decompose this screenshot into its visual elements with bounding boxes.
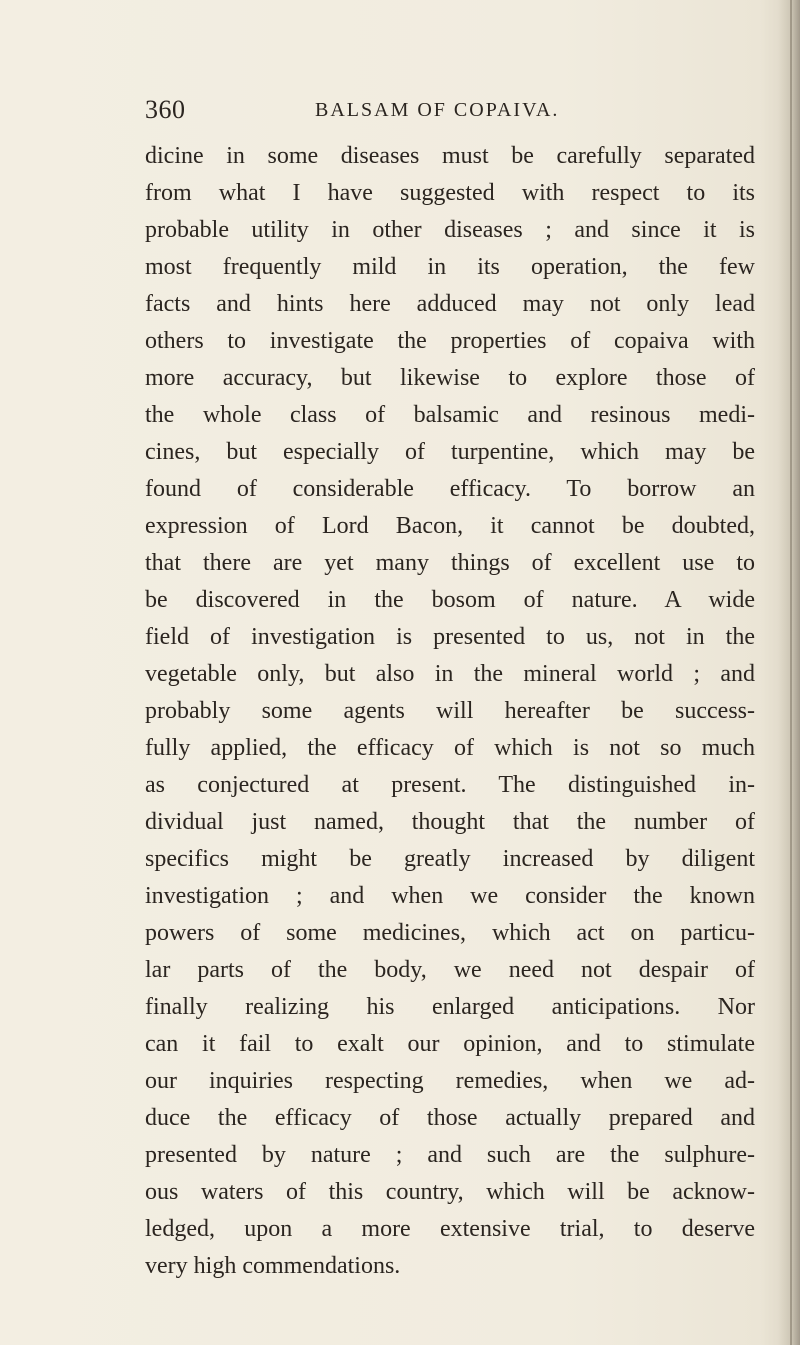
text-line: duce the efficacy of those actually prepared and bbox=[145, 1105, 755, 1131]
page-edge-shadow bbox=[778, 0, 800, 1345]
text-line: ledged, upon a more extensive trial, to deserve bbox=[145, 1216, 755, 1242]
text-line: investigation ; and when we consider the known bbox=[145, 883, 755, 909]
text-line: facts and hints here adduced may not only lead bbox=[145, 291, 755, 317]
text-line: very high commendations. bbox=[145, 1253, 401, 1279]
text-line: dicine in some diseases must be carefully separated bbox=[145, 143, 755, 169]
text-line: others to investigate the properties of copaiva with bbox=[145, 328, 755, 354]
text-line: cines, but especially of turpentine, which may be bbox=[145, 439, 755, 465]
page-header bbox=[145, 95, 745, 135]
text-line: probable utility in other diseases ; and since it is bbox=[145, 217, 755, 243]
text-line: that there are yet many things of excellent use to bbox=[145, 550, 755, 576]
text-line: field of investigation is presented to us, not in the bbox=[145, 624, 755, 650]
text-line: can it fail to exalt our opinion, and to stimulate bbox=[145, 1031, 755, 1057]
text-line: the whole class of balsamic and resinous medi- bbox=[145, 402, 755, 428]
text-line: vegetable only, but also in the mineral world ; and bbox=[145, 661, 755, 687]
text-line: powers of some medicines, which act on particu- bbox=[145, 920, 755, 946]
text-line: specifics might be greatly increased by diligent bbox=[145, 846, 755, 872]
text-line: dividual just named, thought that the number of bbox=[145, 809, 755, 835]
text-line: finally realizing his enlarged anticipations. Nor bbox=[145, 994, 755, 1020]
running-head: BALSAM OF COPAIVA. bbox=[315, 99, 560, 121]
text-line: expression of Lord Bacon, it cannot be doubted, bbox=[145, 513, 755, 539]
text-line: fully applied, the efficacy of which is not so much bbox=[145, 735, 755, 761]
text-line: ous waters of this country, which will be acknow- bbox=[145, 1179, 755, 1205]
page-number: 360 bbox=[145, 95, 186, 124]
text-line: from what I have suggested with respect to its bbox=[145, 180, 755, 206]
text-line: presented by nature ; and such are the sulphure- bbox=[145, 1142, 755, 1168]
text-line: probably some agents will hereafter be success- bbox=[145, 698, 755, 724]
text-line: as conjectured at present. The distinguished in- bbox=[145, 772, 755, 798]
text-line: more accuracy, but likewise to explore those of bbox=[145, 365, 755, 391]
body-paragraph bbox=[145, 138, 755, 1285]
page-edge-line bbox=[790, 0, 792, 1345]
text-line: our inquiries respecting remedies, when we ad- bbox=[145, 1068, 755, 1094]
text-line: lar parts of the body, we need not despair of bbox=[145, 957, 755, 983]
text-line: most frequently mild in its operation, the few bbox=[145, 254, 755, 280]
text-line: found of considerable efficacy. To borrow an bbox=[145, 476, 755, 502]
text-line: be discovered in the bosom of nature. A wide bbox=[145, 587, 755, 613]
